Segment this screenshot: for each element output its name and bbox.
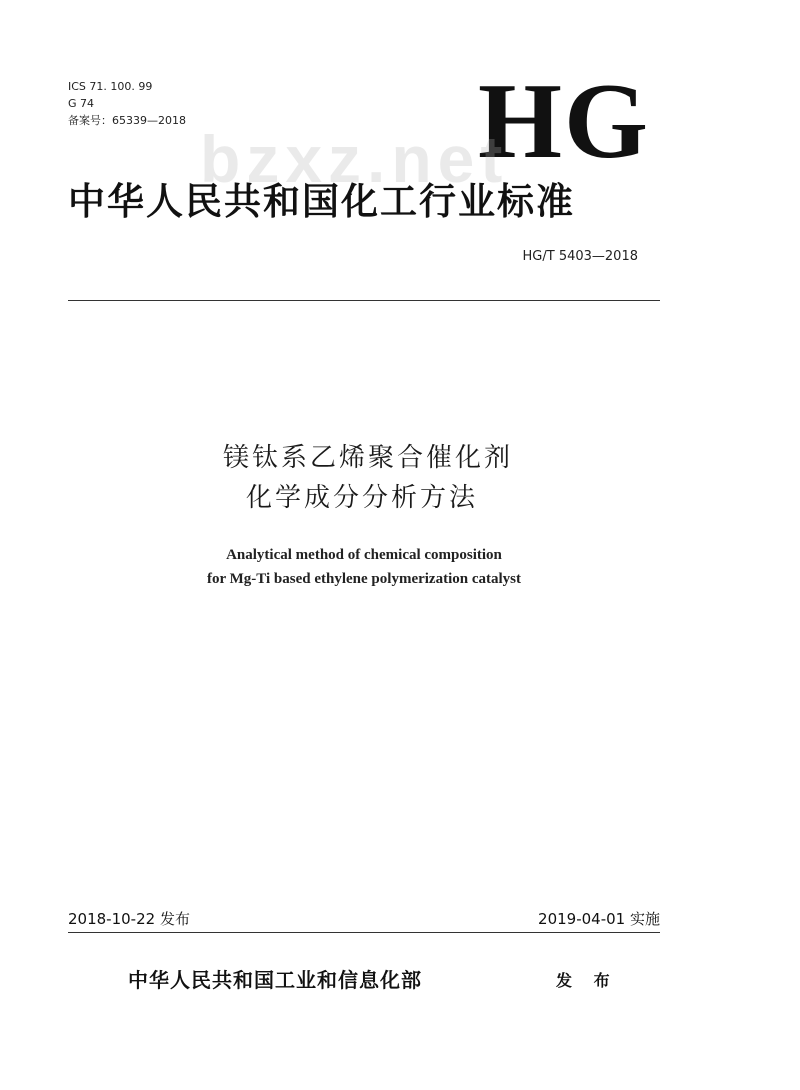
filing-number: 备案号：65339—2018 [68, 114, 186, 127]
classification-block [68, 78, 186, 129]
document-title-cn-line1: 镁钛系乙烯聚合催化剂 [222, 443, 513, 473]
hg-logo: HG [478, 62, 651, 181]
footer-divider [68, 932, 660, 933]
standard-category-title: 中华人民共和国化工行业标准 [68, 180, 575, 223]
watermark: bzxz.net [200, 122, 509, 196]
implementation-date: 2019-04-01 实施 [538, 910, 660, 928]
standard-code: HG/T 5403—2018 [522, 249, 638, 264]
document-title-en-line2: for Mg-Ti based ethylene polymerization catalyst [207, 571, 521, 587]
publisher-suffix: 发 布 [556, 971, 618, 990]
document-title-cn-line2: 化学成分分析方法 [245, 483, 478, 513]
ccs-code: G 74 [68, 97, 95, 110]
ics-code: ICS 71. 100. 99 [68, 80, 153, 93]
header-divider [68, 300, 660, 301]
publisher-name: 中华人民共和国工业和信息化部 [128, 968, 422, 992]
document-title-en-line1: Analytical method of chemical composition [226, 547, 502, 563]
issue-date: 2018-10-22 发布 [68, 910, 190, 928]
